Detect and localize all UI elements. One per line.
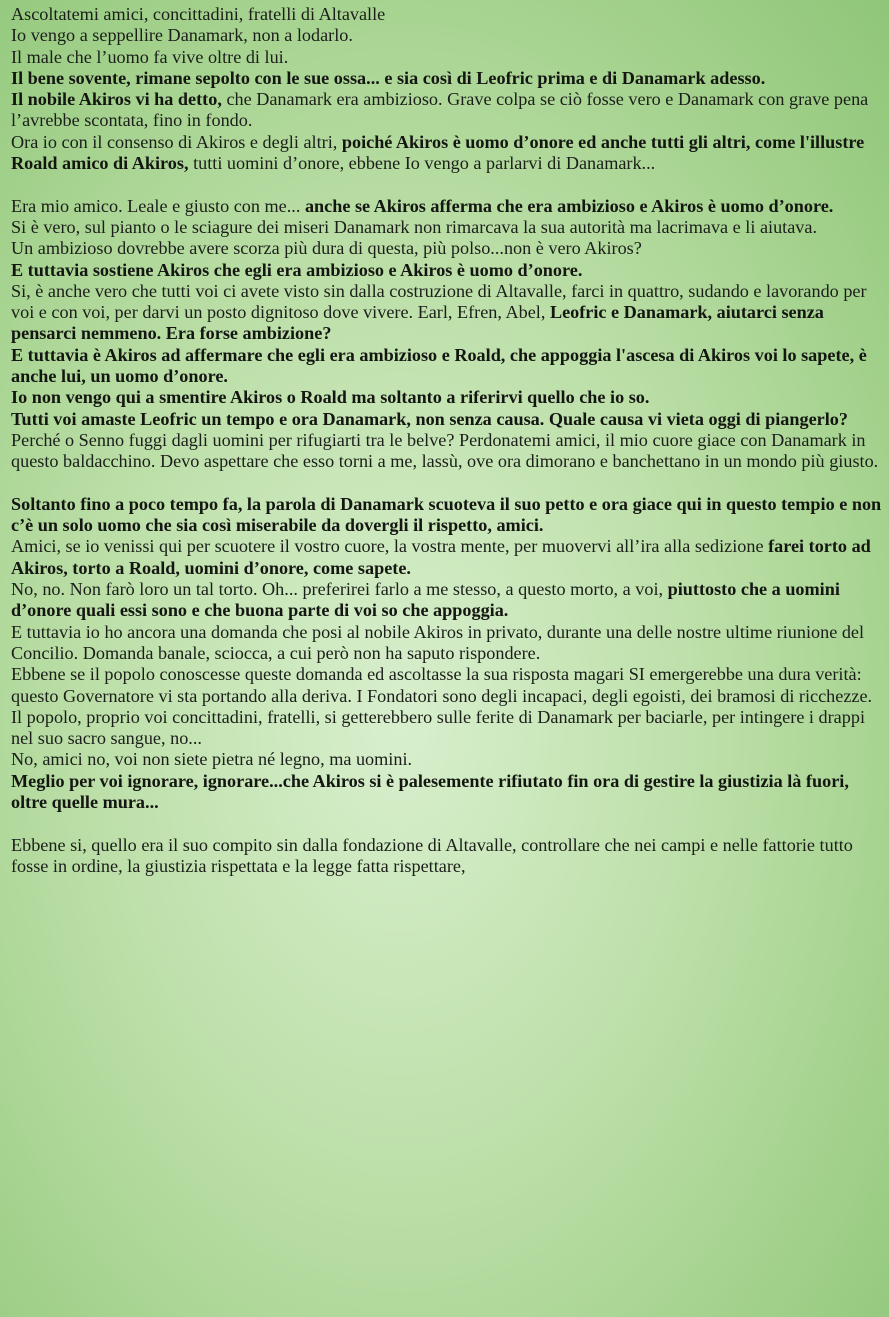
paragraph [11,494,883,537]
paragraph-spacer [11,813,883,834]
paragraph [11,409,883,473]
bold-text-segment: Tutti voi amaste Leofric un tempo e ora Danamark, non senza causa. Quale causa vi vieta oggi di piangerlo? [11,408,848,429]
text-segment: Si, è anche vero che tutti voi ci avete visto sin dalla costruzione di Altavalle, farci in quattro, sudando e lavorando per voi e con voi, per darvi un posto dignitoso dove vivere. Earl, Efren, Abel, [11,280,867,323]
paragraph [11,345,883,388]
text-segment: Si è vero, sul pianto o le sciagure dei miseri Danamark non rimarcava la sua autorità ma lacrimava e li aiutava. [11,216,818,237]
paragraph [11,47,883,68]
bold-text-segment: Meglio per voi ignorare, ignorare...che Akiros si è palesemente rifiutato fin ora di gestire la giustizia là fuori, oltre quelle mura... [11,770,849,812]
paragraph-spacer [11,473,883,494]
paragraph [11,196,883,217]
paragraph [11,4,883,25]
paragraph [11,771,883,814]
bold-text-segment: poiché Akiros è uomo d’onore ed anche tutti gli altri, come l'illustre Roald amico di Akiros, [11,131,865,174]
paragraph-spacer [11,174,883,195]
bold-text-segment: farei torto ad Akiros, torto a Roald, uomini d’onore, come sapete. [11,536,871,578]
paragraph [11,707,883,750]
paragraph [11,622,883,665]
paragraph [11,387,883,408]
bold-text-segment: E tuttavia sostiene Akiros che egli era ambizioso e Akiros è uomo d’onore. [11,259,583,280]
bold-text-segment: piuttosto che a uomini d’onore quali essi sono e che buona parte di voi so che appoggia. [11,579,840,621]
text-segment: Ora io con il consenso di Akiros e degli altri, [11,131,342,152]
text-segment: Era mio amico. Leale e giusto con me... [11,195,305,216]
paragraph [11,238,883,259]
bold-text-segment: E tuttavia è Akiros ad affermare che egli era ambizioso e Roald, che appoggia l'ascesa di Akiros voi lo sapete, è anche lui, un uomo d’onore. [11,344,867,387]
paragraph [11,536,883,579]
paragraph [11,664,883,707]
bold-text-segment: anche se Akiros afferma che era ambizioso e Akiros è uomo d’onore. [304,195,834,216]
text-segment: tutti uomini d’onore, ebbene Io vengo a parlarvi di Danamark... [188,153,656,174]
text-segment: E tuttavia io ho ancora una domanda che posi al nobile Akiros in privato, durante una delle nostre ultime riunione del Concilio. Domanda banale, sciocca, a cui però non ha saputo rispondere. [11,621,865,663]
text-segment: Ascoltatemi amici, concittadini, fratelli di Altavalle [11,4,386,24]
paragraph [11,132,883,175]
bold-text-segment: Soltanto fino a poco tempo fa, la parola di Danamark scuoteva il suo petto e ora giace qui in questo tempio e non c’è un solo uomo che sia così miserabile da dovergli il rispetto, amici. [11,493,882,536]
bold-text-segment: Io non vengo qui a smentire Akiros o Roald ma soltanto a riferirvi quello che io so. [11,387,650,408]
text-segment: Amici, se io venissi qui per scuotere il vostro cuore, la vostra mente, per muovervi all’ira alla sedizione [11,536,769,557]
paragraph [11,89,883,132]
bold-text-segment: Il nobile Akiros vi ha detto, [11,89,222,110]
text-segment: No, no. Non farò loro un tal torto. Oh... preferirei farlo a me stesso, a questo morto, a voi, [11,579,668,600]
paragraph [11,749,883,770]
bold-text-segment: Leofric e Danamark, aiutarci senza pensarci nemmeno. Era forse ambizione? [11,302,824,344]
paragraph [11,281,883,345]
text-segment: Ebbene se il popolo conoscesse queste domanda ed ascoltasse la sua risposta magari SI emergerebbe una dura verità: questo Governatore vi sta portando alla deriva. I Fondatori sono degli incapaci, degli egoisti, dei bramosi di ricchezze. [11,664,873,706]
paragraph [11,68,883,89]
bold-text-segment: Il bene sovente, rimane sepolto con le sue ossa... e sia così di Leofric prima e di Danamark adesso. [11,67,766,88]
paragraph [11,579,883,622]
paragraph [11,217,883,238]
text-segment: Io vengo a seppellire Danamark, non a lodarlo. [11,25,353,46]
paragraph [11,25,883,46]
text-segment: Perché o Senno fuggi dagli uomini per rifugiarti tra le belve? Perdonatemi amici, il mio cuore giace con Danamark in questo baldacchino. Devo aspettare che esso torni a me, lassù, ove ora dimorano e banchettano in un mondo più giusto. [11,429,879,472]
text-segment: No, amici no, voi non siete pietra né legno, ma uomini. [11,749,413,770]
paragraph [11,260,883,281]
text-segment: Ebbene si, quello era il suo compito sin dalla fondazione di Altavalle, controllare che nei campi e nelle fattorie tutto fosse in ordine, la giustizia rispettata e la legge fatta rispettare, [11,834,853,876]
paragraph [11,835,883,878]
text-segment: Il male che l’uomo fa vive oltre di lui. [11,46,289,67]
text-segment: Il popolo, proprio voi concittadini, fratelli, si getterebbero sulle ferite di Danamark per baciarle, per intingere i drappi nel suo sacro sangue, no... [11,706,865,749]
text-segment: che Danamark era ambizioso. Grave colpa se ciò fosse vero e Danamark con grave pena l’avrebbe scontata, fino in fondo. [11,89,869,131]
text-segment: Un ambizioso dovrebbe avere scorza più dura di questa, più polso...non è vero Akiros? [11,238,642,259]
